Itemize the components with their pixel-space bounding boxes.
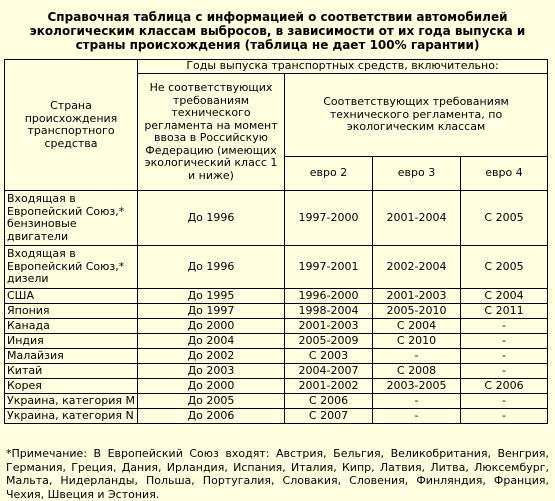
row-euro2: С 2003: [285, 349, 373, 364]
table-row: [5, 304, 548, 319]
row-country: Япония: [5, 304, 138, 319]
row-class1: До 1996: [138, 191, 285, 246]
row-euro2: 2005-2009: [285, 334, 373, 349]
header-country: Страна происхождения транспортного средства: [5, 60, 138, 191]
row-country: Малайзия: [5, 349, 138, 364]
table-row: [5, 246, 548, 289]
row-class1: До 1996: [138, 246, 285, 289]
row-country: США: [5, 289, 138, 304]
row-euro2: 2001-2002: [285, 379, 373, 394]
row-euro3: -: [373, 409, 461, 424]
row-country: Входящая в Европейский Союз,* бензиновые двигатели: [5, 191, 138, 246]
row-euro4: -: [461, 364, 548, 379]
row-euro3: С 2010: [373, 334, 461, 349]
row-country: Корея: [5, 379, 138, 394]
row-euro4: С 2004: [461, 289, 548, 304]
row-euro2: 1997-2000: [285, 191, 373, 246]
row-country: Канада: [5, 319, 138, 334]
row-euro3: С 2004: [373, 319, 461, 334]
row-euro2: 2001-2003: [285, 319, 373, 334]
row-class1: До 2004: [138, 334, 285, 349]
row-euro4: -: [461, 349, 548, 364]
table-row: [5, 349, 548, 364]
row-class1: До 2000: [138, 319, 285, 334]
row-euro3: 2001-2003: [373, 289, 461, 304]
header-years: Годы выпуска транспортных средств, включительно:: [138, 60, 548, 74]
row-euro4: С 2005: [461, 246, 548, 289]
row-euro4: С 2011: [461, 304, 548, 319]
row-class1: До 2003: [138, 364, 285, 379]
row-euro4: -: [461, 394, 548, 409]
row-euro3: 2003-2005: [373, 379, 461, 394]
row-euro2: С 2006: [285, 394, 373, 409]
table-row: [5, 289, 548, 304]
row-euro3: С 2008: [373, 364, 461, 379]
row-euro2: 2004-2007: [285, 364, 373, 379]
row-euro4: -: [461, 409, 548, 424]
table-row: [5, 364, 548, 379]
table-row: [5, 334, 548, 349]
row-class1: До 1995: [138, 289, 285, 304]
header-compliant: Соответствующих требованиям технического регламента, по экологическим классам: [285, 74, 548, 157]
row-euro4: -: [461, 319, 548, 334]
emission-classes-table: [4, 59, 548, 424]
row-euro3: 2002-2004: [373, 246, 461, 289]
header-euro4: евро 4: [461, 157, 548, 191]
row-euro2: 1998-2004: [285, 304, 373, 319]
row-country: Индия: [5, 334, 138, 349]
row-country: Китай: [5, 364, 138, 379]
row-euro3: 2001-2004: [373, 191, 461, 246]
table-row: [5, 379, 548, 394]
row-euro4: С 2006: [461, 379, 548, 394]
row-euro4: С 2005: [461, 191, 548, 246]
footnote: *Примечание: В Европейский Союз входят: Австрия, Бельгия, Великобритания, Венгрия, Германия, Греция, Дания, Ирландия, Испания, Италия, Кипр, Латвия, Литва, Люксембург, Мальта, Нидерланды, Польша, Португалия, Словакия, Словения, Финляндия, Франция, Чехия, Швеция и Эстония.: [6, 447, 549, 501]
row-euro3: 2005-2010: [373, 304, 461, 319]
table-row: [5, 394, 548, 409]
row-class1: До 2000: [138, 379, 285, 394]
row-country: Украина, категория M: [5, 394, 138, 409]
header-noncompliant: Не соответствующих требованиям технического регламента на момент ввоза в Российскую Федерацию (имеющих экологический класс 1 и ниже): [138, 74, 285, 191]
table-row: [5, 191, 548, 246]
table-row: [5, 319, 548, 334]
row-euro2: С 2007: [285, 409, 373, 424]
row-euro4: -: [461, 334, 548, 349]
row-euro3: -: [373, 394, 461, 409]
row-euro2: 1997-2001: [285, 246, 373, 289]
row-class1: До 2006: [138, 409, 285, 424]
row-euro2: 1996-2000: [285, 289, 373, 304]
row-euro3: -: [373, 349, 461, 364]
table-row: [5, 409, 548, 424]
row-class1: До 2002: [138, 349, 285, 364]
row-country: Входящая в Европейский Союз,* дизели: [5, 246, 138, 289]
header-euro2: евро 2: [285, 157, 373, 191]
row-country: Украина, категория N: [5, 409, 138, 424]
row-class1: До 1997: [138, 304, 285, 319]
row-class1: До 2005: [138, 394, 285, 409]
page-title: Справочная таблица с информацией о соответствии автомобилей экологическим классам выбросов, в зависимости от их года выпуска и страны происхождения (таблица не дает 100% гарантии): [29, 10, 526, 52]
header-euro3: евро 3: [373, 157, 461, 191]
